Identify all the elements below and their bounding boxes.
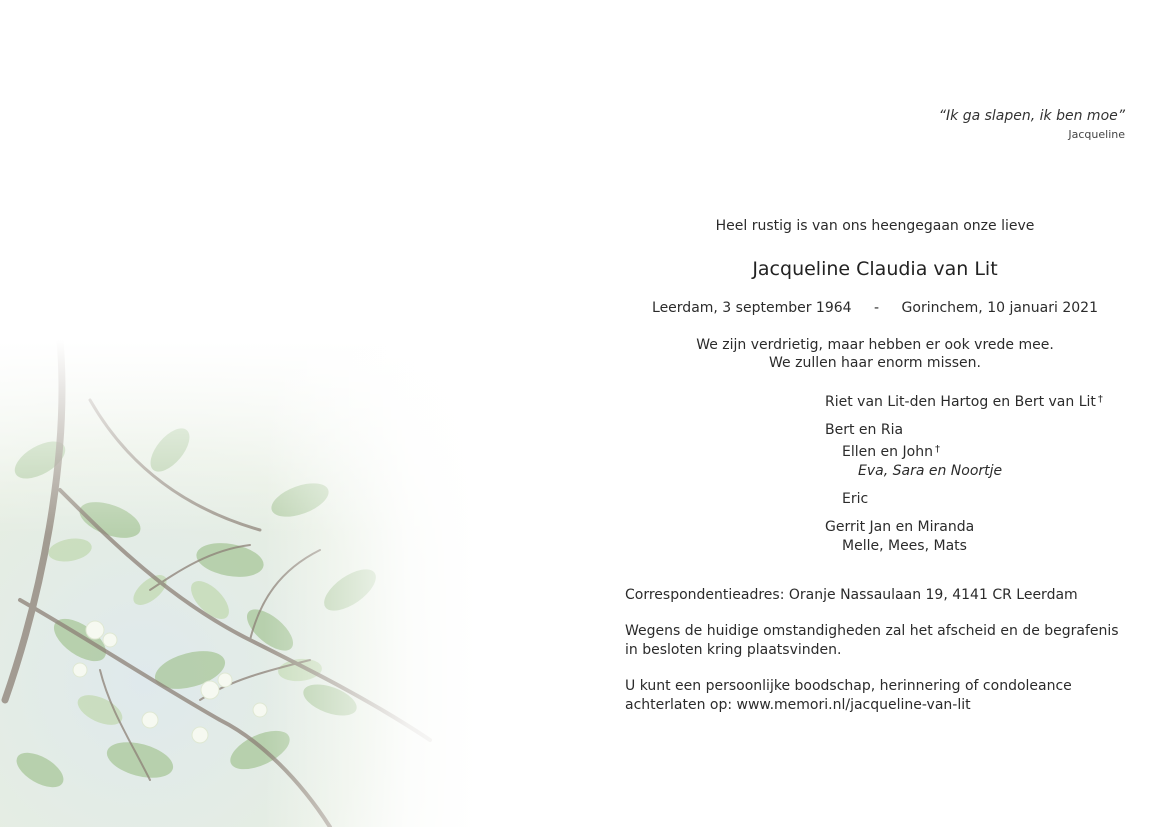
- announcement-intro: Heel rustig is van ons heengegaan onze lieve: [715, 218, 1035, 234]
- quote-block: [939, 106, 1125, 144]
- death-date: Gorinchem, 10 januari 2021: [901, 300, 1098, 316]
- deceased-name: Jacqueline Claudia van Lit: [752, 258, 998, 280]
- ceremony-line-1: Wegens de huidige omstandigheden zal het afscheid en de begrafenis: [625, 623, 1119, 639]
- blossom-photo: [0, 340, 480, 827]
- family-sibling-1-child-1: [825, 440, 1145, 462]
- family-grandchildren: Eva, Sara en Noortje: [858, 463, 1003, 479]
- child-names: Ellen en John: [842, 444, 933, 460]
- message-line-2: We zullen haar enorm missen.: [769, 355, 981, 371]
- ceremony-notice: [625, 622, 1125, 660]
- cross-icon: †: [934, 444, 940, 455]
- date-separator: -: [874, 300, 880, 316]
- memori-line-1: U kunt een persoonlijke boodschap, herinnering of condoleance: [625, 678, 1072, 694]
- quote-text: “Ik ga slapen, ik ben moe”: [938, 108, 1125, 124]
- family-sibling-2-children: Melle, Mees, Mats: [842, 538, 967, 554]
- message-line-1: We zijn verdrietig, maar hebben er ook vrede mee.: [696, 337, 1054, 353]
- ceremony-line-2: in besloten kring plaatsvinden.: [625, 642, 842, 658]
- family-list: [825, 390, 1145, 556]
- parents-names: Riet van Lit-den Hartog en Bert van Lit: [825, 394, 1096, 410]
- memori-line-2: achterlaten op: www.memori.nl/jacqueline-van-lit: [625, 697, 971, 713]
- correspondence-address: Correspondentieadres: Oranje Nassaulaan 19, 4141 CR Leerdam: [625, 587, 1078, 603]
- birth-date: Leerdam, 3 september 1964: [652, 300, 852, 316]
- family-sibling-1: Bert en Ria: [825, 422, 904, 438]
- quote-author: Jacqueline: [1068, 128, 1125, 141]
- life-dates: [625, 298, 1125, 318]
- memori-notice: [625, 677, 1125, 715]
- family-parents: [825, 390, 1145, 412]
- family-sibling-2: Gerrit Jan en Miranda: [825, 519, 975, 535]
- family-sibling-1-child-2: Eric: [842, 491, 869, 507]
- cross-icon: †: [1097, 394, 1103, 405]
- farewell-message: [625, 336, 1125, 372]
- blossom-branches-image: [0, 340, 480, 827]
